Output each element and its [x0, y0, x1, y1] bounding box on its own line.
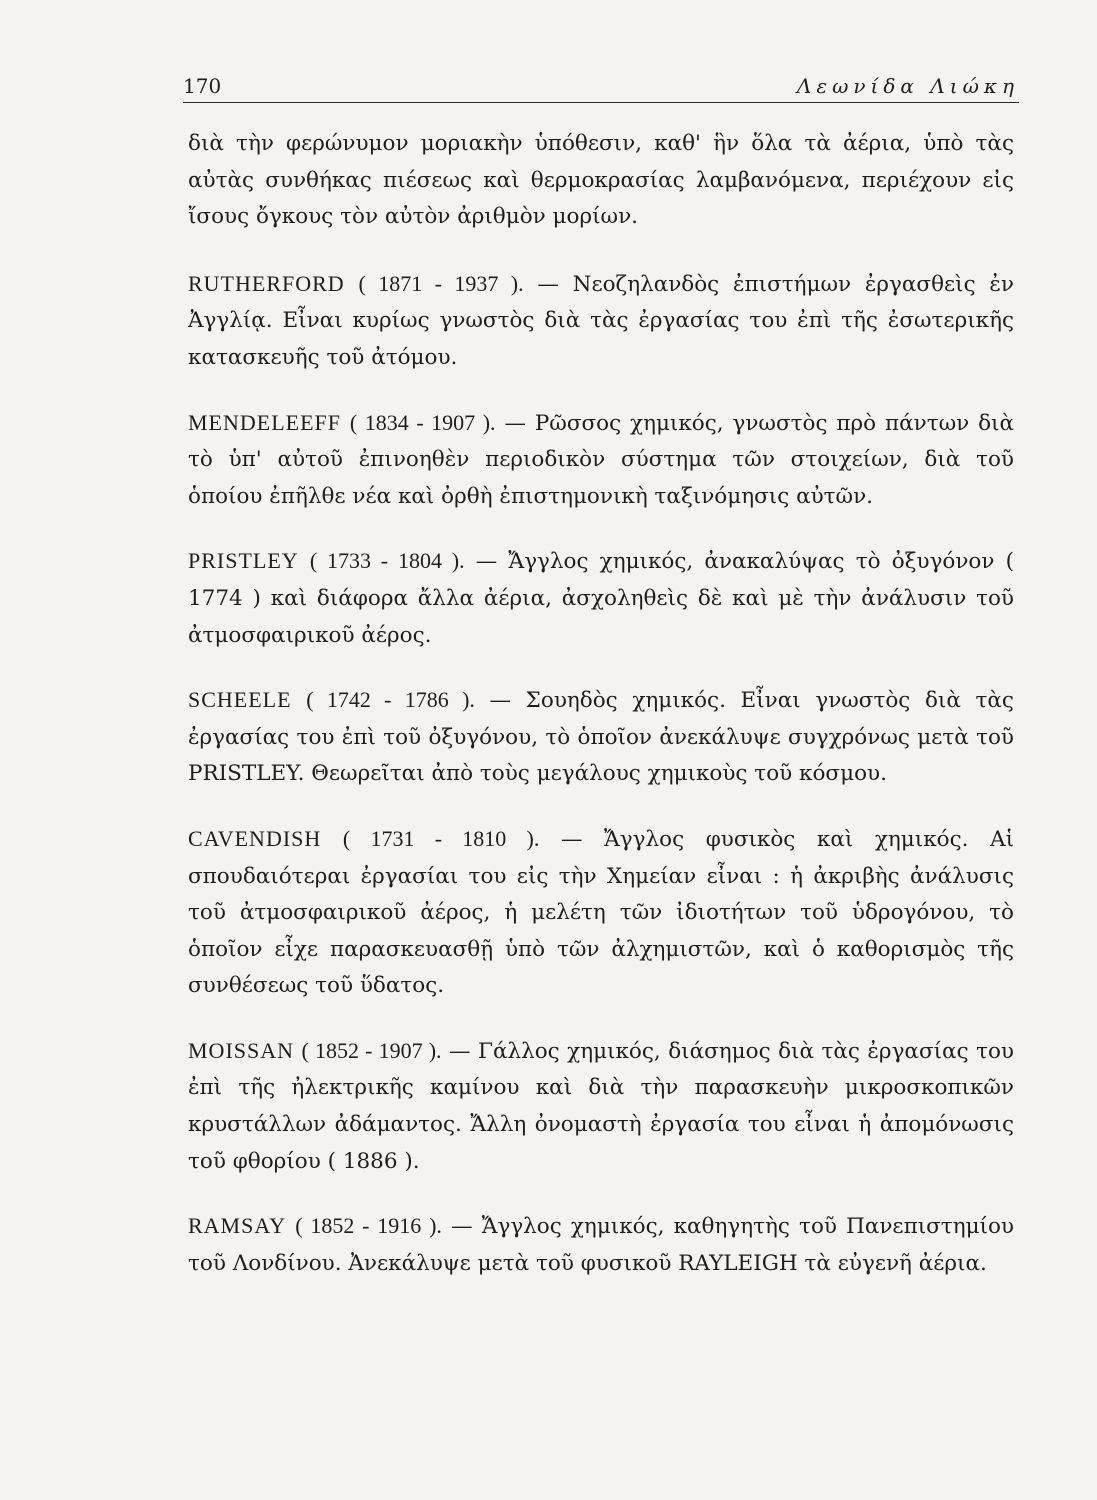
running-title: Λεωνίδα Λιώκη	[796, 74, 1019, 98]
entry-dates: ( 1731 - 1810 ).	[342, 825, 540, 851]
entry-scheele	[188, 682, 1014, 793]
entry-dates: ( 1852 - 1907 ).	[301, 1037, 442, 1063]
entry-text: — Ἄγγλος φυσικὸς καὶ χημικός. Αἱ σπουδαιότεραι ἐργασίαι του εἰς τὴν Χημείαν εἶναι : ἡ ἀκριβὴς ἀνάλυσις τοῦ ἀτμοσφαιρικοῦ ἀέρος, ἡ μελέτη τῶν ἰδιοτήτων τοῦ ὑδρογόνου, τὸ ὁποῖον εἶχε παρασκευασθῇ ὑπὸ τῶν ἀλχημιστῶν, καὶ ὁ καθορισμὸς τῆς συνθέσεως τοῦ ὕδατος.	[188, 826, 1014, 999]
page-header	[183, 68, 1019, 103]
entry-name: SCHEELE	[188, 687, 292, 713]
entry-text: — Σουηδὸς χημικός. Εἶναι γνωστὸς διὰ τὰς ἐργασίας του ἐπὶ τοῦ ὀξυγόνου, τὸ ὁποῖον ἀνεκάλυψε συγχρόνως μετὰ τοῦ PRISTLEY. Θεωρεῖται ἀπὸ τοὺς μεγάλους χημικοὺς τοῦ κόσμου.	[188, 688, 1014, 787]
entry-mendeleeff	[188, 405, 1014, 516]
entry-name: PRISTLEY	[188, 548, 299, 574]
entry-text: — Ἄγγλος χημικός, ἀνακαλύψας τὸ ὀξυγόνον ( 1774 ) καὶ διάφορα ἄλλα ἀέρια, ἀσχοληθεὶς δὲ καὶ μὲ τὴν ἀνάλυσιν τοῦ ἀτμοσφαιρικοῦ ἀέρος.	[188, 549, 1014, 648]
entry-name: CAVENDISH	[188, 825, 322, 851]
entry-name: MENDELEEFF	[188, 409, 341, 435]
entry-moissan	[188, 1033, 1014, 1180]
entry-dates: ( 1852 - 1916 ).	[295, 1213, 442, 1239]
entry-dates: ( 1834 - 1907 ).	[349, 409, 496, 435]
entry-ramsay	[188, 1208, 1014, 1282]
entry-dates: ( 1733 - 1804 ).	[309, 548, 465, 574]
entry-text: — Ἄγγλος χημικός, καθηγητὴς τοῦ Πανεπιστημίου τοῦ Λονδίνου. Ἀνεκάλυψε μετὰ τοῦ φυσικοῦ RAYLEIGH τὰ εὐγενῆ ἀέρια.	[188, 1214, 1014, 1276]
page-number: 170	[183, 74, 222, 98]
entry-text: — Νεοζηλανδὸς ἐπιστήμων ἐργασθεὶς ἐν Ἀγγλίᾳ. Εἶναι κυρίως γνωστὸς διὰ τὰς ἐργασίας του ἐπὶ τῆς ἐσωτερικῆς κατασκευῆς τοῦ ἀτόμου.	[188, 271, 1014, 370]
entry-cavendish	[188, 821, 1014, 1005]
entry-pristley	[188, 543, 1014, 654]
entry-rutherford	[188, 266, 1014, 377]
page-body	[188, 126, 1014, 1310]
entry-name: MOISSAN	[188, 1037, 295, 1063]
entry-dates: ( 1871 - 1937 ).	[358, 270, 524, 296]
entry-text: — Γάλλος χημικός, διάσημος διὰ τὰς ἐργασίας του ἐπὶ τῆς ἠλεκτρικῆς καμίνου καὶ διὰ τὴν παρασκευὴν μικροσκοπικῶν κρυστάλλων ἀδάμαντος. Ἄλλη ὀνομαστὴ ἐργασία του εἶναι ἡ ἀπομόνωσις τοῦ φθορίου ( 1886 ).	[188, 1038, 1014, 1174]
intro-paragraph: διὰ τὴν φερώνυμον μοριακὴν ὑπόθεσιν, καθ' ἣν ὅλα τὰ ἀέρια, ὑπὸ τὰς αὐτὰς συνθήκας πιέσεως καὶ θερμοκρασίας λαμβανόμενα, περιέχουν εἰς ἴσους ὄγκους τὸν αὐτὸν ἀριθμὸν μορίων.	[188, 131, 1014, 230]
entry-text: — Ρῶσσος χημικός, γνωστὸς πρὸ πάντων διὰ τὸ ὑπ' αὐτοῦ ἐπινοηθὲν περιοδικὸν σύστημα τῶν στοιχείων, διὰ τοῦ ὁποίου ἐπῆλθε νέα καὶ ὀρθὴ ἐπιστημονικὴ ταξινόμησις αὐτῶν.	[188, 410, 1014, 509]
entry-name: RAMSAY	[188, 1213, 287, 1239]
entry-dates: ( 1742 - 1786 ).	[306, 687, 475, 713]
entry-name: RUTHERFORD	[188, 270, 345, 296]
